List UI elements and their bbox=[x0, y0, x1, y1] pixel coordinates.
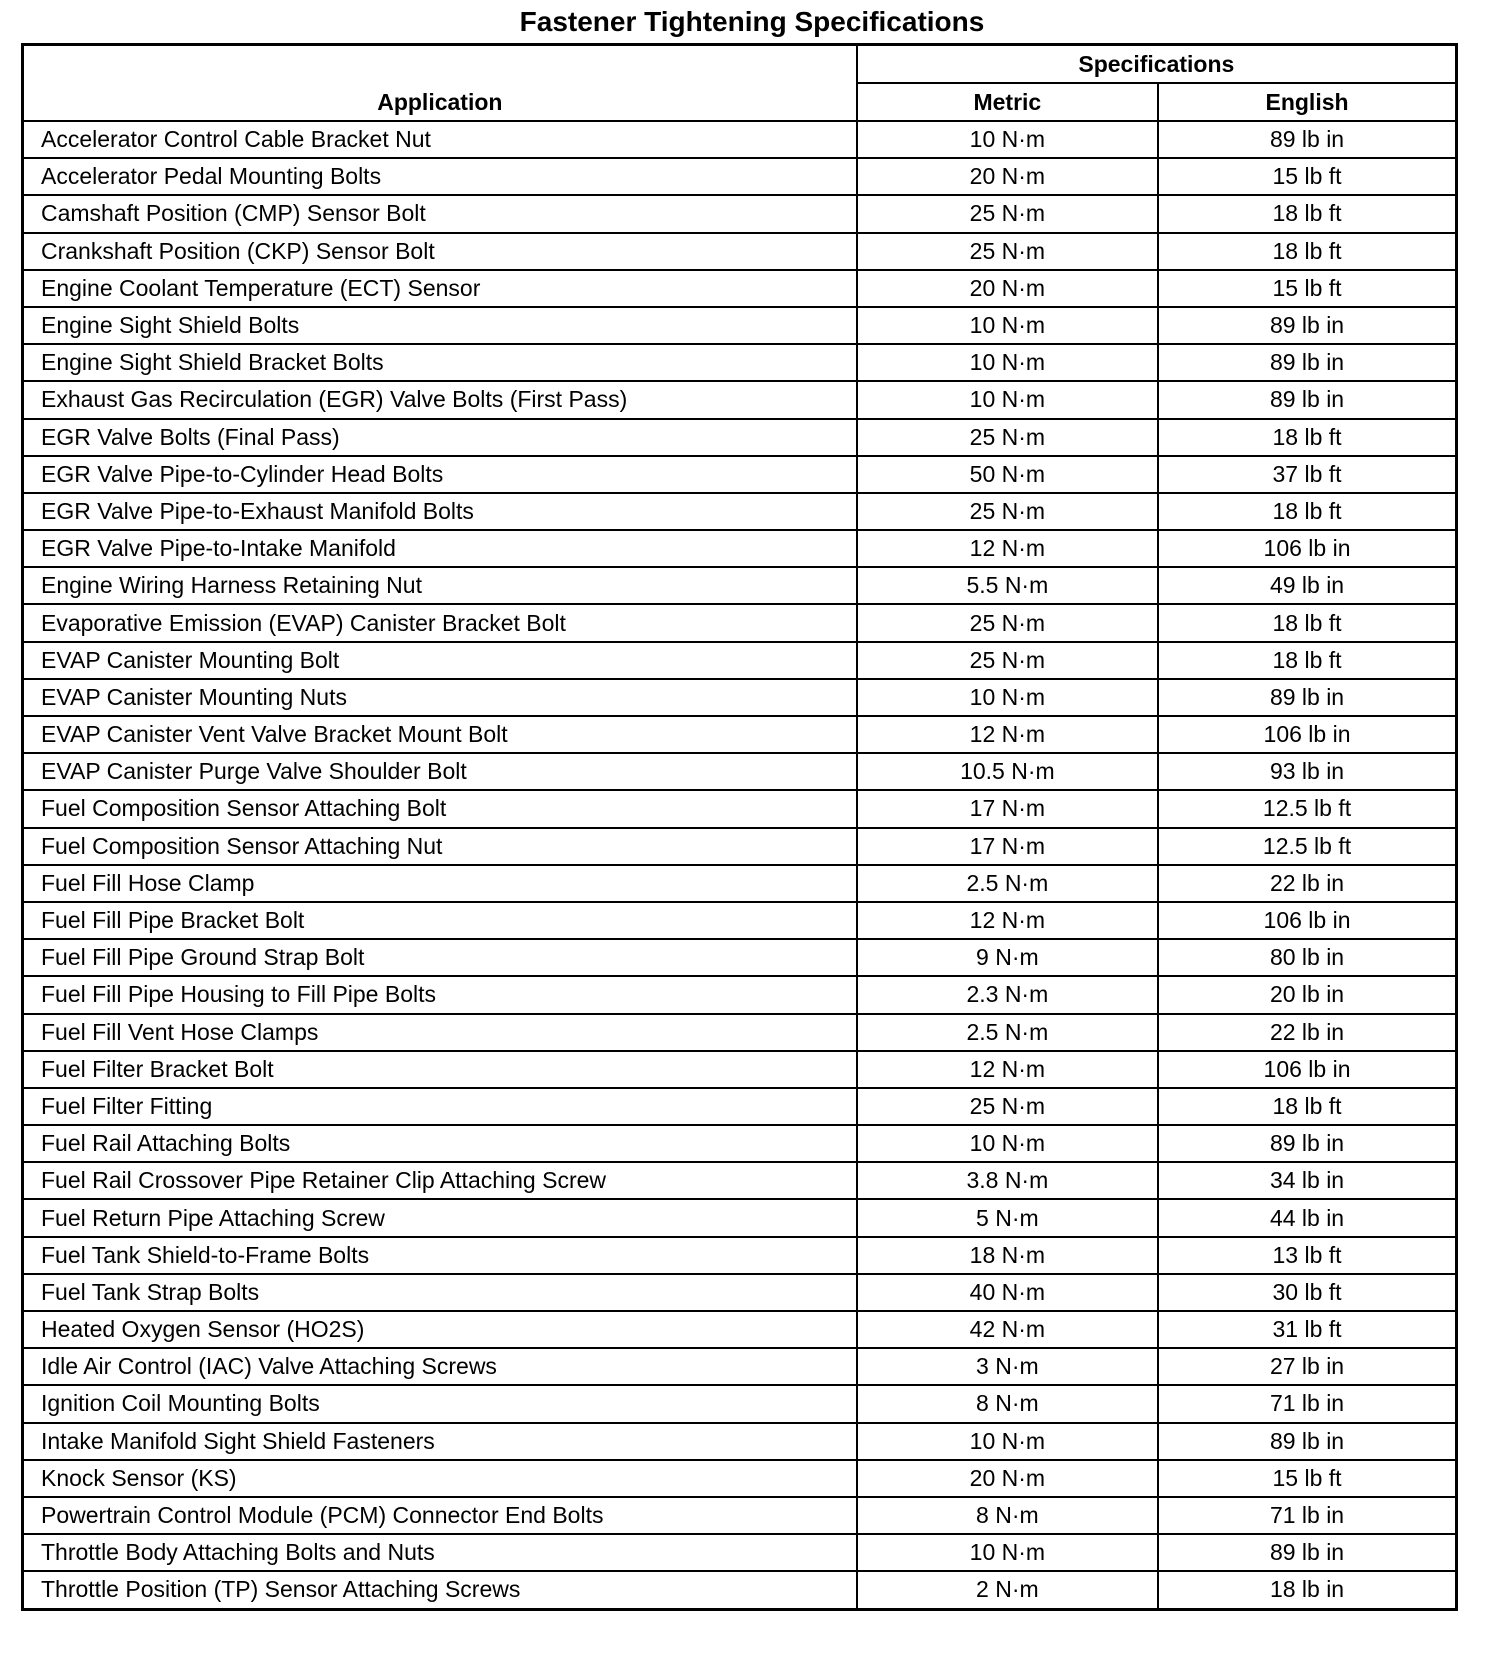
application-cell: Throttle Position (TP) Sensor Attaching Screws bbox=[23, 1571, 857, 1609]
english-cell: 18 lb ft bbox=[1158, 1088, 1456, 1125]
fastener-spec-table bbox=[21, 43, 1458, 1611]
metric-cell: 40 N·m bbox=[857, 1274, 1158, 1311]
english-cell: 30 lb ft bbox=[1158, 1274, 1456, 1311]
english-cell: 80 lb in bbox=[1158, 939, 1456, 976]
application-cell: Fuel Filter Fitting bbox=[23, 1088, 857, 1125]
table-row bbox=[23, 1497, 1457, 1534]
table-row bbox=[23, 1014, 1457, 1051]
english-cell: 15 lb ft bbox=[1158, 158, 1456, 195]
english-cell: 106 lb in bbox=[1158, 902, 1456, 939]
application-cell: Fuel Tank Shield-to-Frame Bolts bbox=[23, 1237, 857, 1274]
application-cell: EGR Valve Pipe-to-Cylinder Head Bolts bbox=[23, 456, 857, 493]
table-row bbox=[23, 456, 1457, 493]
table-row bbox=[23, 530, 1457, 567]
header-specifications: Specifications bbox=[857, 45, 1457, 84]
metric-cell: 3.8 N·m bbox=[857, 1162, 1158, 1199]
metric-cell: 10 N·m bbox=[857, 307, 1158, 344]
metric-cell: 2 N·m bbox=[857, 1571, 1158, 1609]
english-cell: 89 lb in bbox=[1158, 381, 1456, 418]
table-row bbox=[23, 1125, 1457, 1162]
metric-cell: 12 N·m bbox=[857, 1051, 1158, 1088]
document-title: Fastener Tightening Specifications bbox=[519, 6, 985, 37]
table-row bbox=[23, 753, 1457, 790]
metric-cell: 12 N·m bbox=[857, 902, 1158, 939]
metric-cell: 10 N·m bbox=[857, 1534, 1158, 1571]
table-row bbox=[23, 121, 1457, 158]
english-cell: 22 lb in bbox=[1158, 1014, 1456, 1051]
table-row bbox=[23, 976, 1457, 1013]
english-cell: 89 lb in bbox=[1158, 1534, 1456, 1571]
english-cell: 89 lb in bbox=[1158, 1125, 1456, 1162]
application-cell: Fuel Tank Strap Bolts bbox=[23, 1274, 857, 1311]
english-cell: 93 lb in bbox=[1158, 753, 1456, 790]
application-cell: Fuel Composition Sensor Attaching Bolt bbox=[23, 790, 857, 827]
table-row bbox=[23, 233, 1457, 270]
table-row bbox=[23, 1534, 1457, 1571]
metric-cell: 25 N·m bbox=[857, 604, 1158, 641]
application-cell: Knock Sensor (KS) bbox=[23, 1460, 857, 1497]
metric-cell: 10 N·m bbox=[857, 344, 1158, 381]
table-row bbox=[23, 419, 1457, 456]
table-row bbox=[23, 158, 1457, 195]
application-cell: EVAP Canister Purge Valve Shoulder Bolt bbox=[23, 753, 857, 790]
application-cell: Intake Manifold Sight Shield Fasteners bbox=[23, 1423, 857, 1460]
table-row bbox=[23, 716, 1457, 753]
english-cell: 89 lb in bbox=[1158, 344, 1456, 381]
table-row bbox=[23, 195, 1457, 232]
metric-cell: 25 N·m bbox=[857, 233, 1158, 270]
application-cell: Ignition Coil Mounting Bolts bbox=[23, 1385, 857, 1422]
english-cell: 18 lb ft bbox=[1158, 604, 1456, 641]
metric-cell: 3 N·m bbox=[857, 1348, 1158, 1385]
metric-cell: 25 N·m bbox=[857, 1088, 1158, 1125]
application-cell: Engine Sight Shield Bolts bbox=[23, 307, 857, 344]
metric-cell: 12 N·m bbox=[857, 716, 1158, 753]
metric-cell: 17 N·m bbox=[857, 790, 1158, 827]
header-english: English bbox=[1158, 83, 1456, 121]
english-cell: 15 lb ft bbox=[1158, 270, 1456, 307]
table-row bbox=[23, 270, 1457, 307]
application-cell: Fuel Rail Crossover Pipe Retainer Clip Attaching Screw bbox=[23, 1162, 857, 1199]
english-cell: 89 lb in bbox=[1158, 1423, 1456, 1460]
application-cell: Fuel Fill Vent Hose Clamps bbox=[23, 1014, 857, 1051]
table-row bbox=[23, 939, 1457, 976]
english-cell: 12.5 lb ft bbox=[1158, 828, 1456, 865]
application-cell: Crankshaft Position (CKP) Sensor Bolt bbox=[23, 233, 857, 270]
application-cell: Accelerator Control Cable Bracket Nut bbox=[23, 121, 857, 158]
english-cell: 13 lb ft bbox=[1158, 1237, 1456, 1274]
table-row bbox=[23, 567, 1457, 604]
table-row bbox=[23, 642, 1457, 679]
english-cell: 89 lb in bbox=[1158, 121, 1456, 158]
metric-cell: 10 N·m bbox=[857, 679, 1158, 716]
metric-cell: 10.5 N·m bbox=[857, 753, 1158, 790]
metric-cell: 20 N·m bbox=[857, 1460, 1158, 1497]
table-row bbox=[23, 790, 1457, 827]
metric-cell: 10 N·m bbox=[857, 121, 1158, 158]
header-metric: Metric bbox=[857, 83, 1158, 121]
application-cell: Camshaft Position (CMP) Sensor Bolt bbox=[23, 195, 857, 232]
metric-cell: 17 N·m bbox=[857, 828, 1158, 865]
metric-cell: 10 N·m bbox=[857, 1423, 1158, 1460]
english-cell: 44 lb in bbox=[1158, 1199, 1456, 1236]
table-row bbox=[23, 381, 1457, 418]
table-row bbox=[23, 865, 1457, 902]
application-cell: Engine Coolant Temperature (ECT) Sensor bbox=[23, 270, 857, 307]
english-cell: 89 lb in bbox=[1158, 307, 1456, 344]
table-row bbox=[23, 1423, 1457, 1460]
metric-cell: 25 N·m bbox=[857, 419, 1158, 456]
english-cell: 31 lb ft bbox=[1158, 1311, 1456, 1348]
application-cell: EVAP Canister Mounting Nuts bbox=[23, 679, 857, 716]
table-row bbox=[23, 1051, 1457, 1088]
application-cell: EGR Valve Bolts (Final Pass) bbox=[23, 419, 857, 456]
metric-cell: 12 N·m bbox=[857, 530, 1158, 567]
application-cell: EVAP Canister Vent Valve Bracket Mount Bolt bbox=[23, 716, 857, 753]
english-cell: 18 lb ft bbox=[1158, 419, 1456, 456]
metric-cell: 9 N·m bbox=[857, 939, 1158, 976]
table-row bbox=[23, 1571, 1457, 1609]
table-row bbox=[23, 1385, 1457, 1422]
table-row bbox=[23, 828, 1457, 865]
table-row bbox=[23, 1162, 1457, 1199]
english-cell: 12.5 lb ft bbox=[1158, 790, 1456, 827]
application-cell: Idle Air Control (IAC) Valve Attaching Screws bbox=[23, 1348, 857, 1385]
table-body bbox=[23, 121, 1457, 1609]
application-cell: Fuel Rail Attaching Bolts bbox=[23, 1125, 857, 1162]
metric-cell: 2.3 N·m bbox=[857, 976, 1158, 1013]
metric-cell: 42 N·m bbox=[857, 1311, 1158, 1348]
metric-cell: 10 N·m bbox=[857, 1125, 1158, 1162]
application-cell: EVAP Canister Mounting Bolt bbox=[23, 642, 857, 679]
metric-cell: 5.5 N·m bbox=[857, 567, 1158, 604]
english-cell: 22 lb in bbox=[1158, 865, 1456, 902]
header-application: Application bbox=[23, 45, 857, 122]
application-cell: Fuel Filter Bracket Bolt bbox=[23, 1051, 857, 1088]
table-row bbox=[23, 1348, 1457, 1385]
english-cell: 49 lb in bbox=[1158, 567, 1456, 604]
metric-cell: 10 N·m bbox=[857, 381, 1158, 418]
english-cell: 27 lb in bbox=[1158, 1348, 1456, 1385]
english-cell: 71 lb in bbox=[1158, 1385, 1456, 1422]
table-row bbox=[23, 679, 1457, 716]
application-cell: Fuel Return Pipe Attaching Screw bbox=[23, 1199, 857, 1236]
application-cell: Fuel Fill Pipe Ground Strap Bolt bbox=[23, 939, 857, 976]
metric-cell: 25 N·m bbox=[857, 493, 1158, 530]
english-cell: 106 lb in bbox=[1158, 530, 1456, 567]
application-cell: Fuel Fill Pipe Bracket Bolt bbox=[23, 902, 857, 939]
english-cell: 15 lb ft bbox=[1158, 1460, 1456, 1497]
application-cell: Fuel Composition Sensor Attaching Nut bbox=[23, 828, 857, 865]
english-cell: 89 lb in bbox=[1158, 679, 1456, 716]
table-row bbox=[23, 1237, 1457, 1274]
english-cell: 106 lb in bbox=[1158, 716, 1456, 753]
application-cell: Accelerator Pedal Mounting Bolts bbox=[23, 158, 857, 195]
application-cell: EGR Valve Pipe-to-Exhaust Manifold Bolts bbox=[23, 493, 857, 530]
metric-cell: 5 N·m bbox=[857, 1199, 1158, 1236]
metric-cell: 8 N·m bbox=[857, 1385, 1158, 1422]
english-cell: 20 lb in bbox=[1158, 976, 1456, 1013]
metric-cell: 25 N·m bbox=[857, 195, 1158, 232]
metric-cell: 8 N·m bbox=[857, 1497, 1158, 1534]
english-cell: 18 lb in bbox=[1158, 1571, 1456, 1609]
table-row bbox=[23, 344, 1457, 381]
application-cell: Heated Oxygen Sensor (HO2S) bbox=[23, 1311, 857, 1348]
application-cell: Fuel Fill Pipe Housing to Fill Pipe Bolts bbox=[23, 976, 857, 1013]
table-row bbox=[23, 1088, 1457, 1125]
table-row bbox=[23, 1460, 1457, 1497]
table-row bbox=[23, 307, 1457, 344]
table-row bbox=[23, 604, 1457, 641]
metric-cell: 18 N·m bbox=[857, 1237, 1158, 1274]
english-cell: 18 lb ft bbox=[1158, 233, 1456, 270]
table-row bbox=[23, 1199, 1457, 1236]
application-cell: Engine Wiring Harness Retaining Nut bbox=[23, 567, 857, 604]
english-cell: 71 lb in bbox=[1158, 1497, 1456, 1534]
application-cell: Fuel Fill Hose Clamp bbox=[23, 865, 857, 902]
english-cell: 18 lb ft bbox=[1158, 493, 1456, 530]
application-cell: Powertrain Control Module (PCM) Connector End Bolts bbox=[23, 1497, 857, 1534]
metric-cell: 20 N·m bbox=[857, 158, 1158, 195]
english-cell: 106 lb in bbox=[1158, 1051, 1456, 1088]
application-cell: Evaporative Emission (EVAP) Canister Bracket Bolt bbox=[23, 604, 857, 641]
application-cell: EGR Valve Pipe-to-Intake Manifold bbox=[23, 530, 857, 567]
application-cell: Throttle Body Attaching Bolts and Nuts bbox=[23, 1534, 857, 1571]
table-row bbox=[23, 902, 1457, 939]
table-row bbox=[23, 1274, 1457, 1311]
english-cell: 34 lb in bbox=[1158, 1162, 1456, 1199]
metric-cell: 20 N·m bbox=[857, 270, 1158, 307]
metric-cell: 25 N·m bbox=[857, 642, 1158, 679]
english-cell: 18 lb ft bbox=[1158, 642, 1456, 679]
english-cell: 18 lb ft bbox=[1158, 195, 1456, 232]
application-cell: Exhaust Gas Recirculation (EGR) Valve Bolts (First Pass) bbox=[23, 381, 857, 418]
english-cell: 37 lb ft bbox=[1158, 456, 1456, 493]
metric-cell: 50 N·m bbox=[857, 456, 1158, 493]
table-row bbox=[23, 1311, 1457, 1348]
metric-cell: 2.5 N·m bbox=[857, 1014, 1158, 1051]
application-cell: Engine Sight Shield Bracket Bolts bbox=[23, 344, 857, 381]
metric-cell: 2.5 N·m bbox=[857, 865, 1158, 902]
table-row bbox=[23, 493, 1457, 530]
